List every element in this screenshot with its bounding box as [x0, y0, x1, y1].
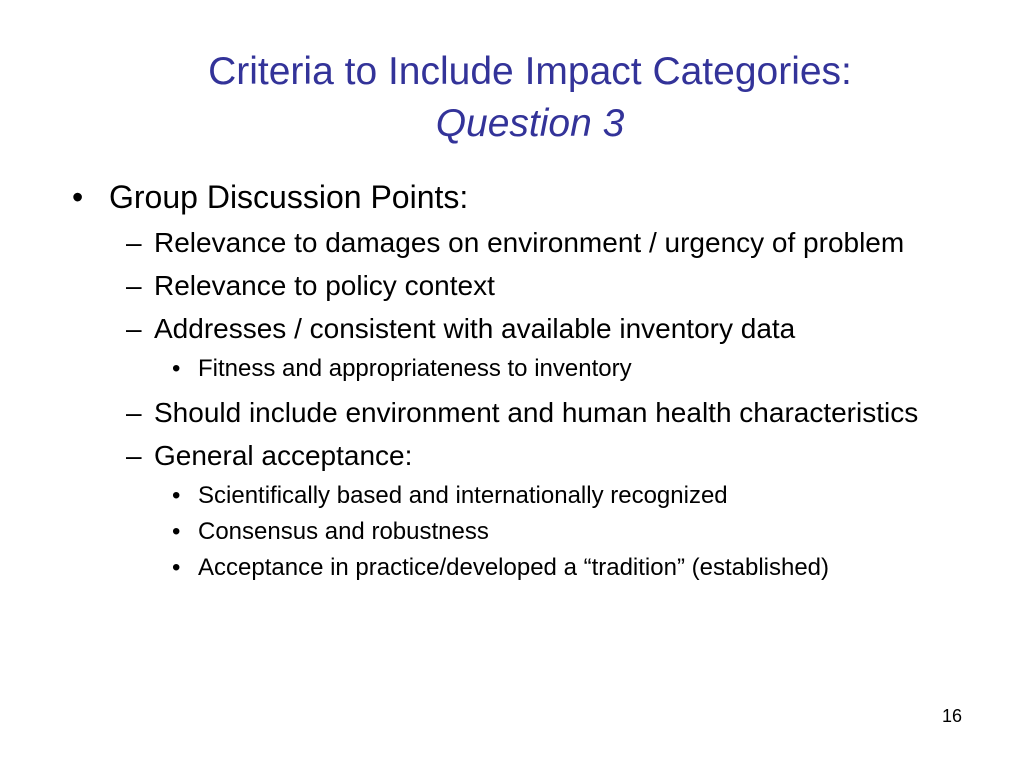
page-number: 16 — [941, 706, 962, 726]
sub-bullet-health-characteristics — [72, 395, 972, 431]
sub-bullet-text: Should include environment and human health characteristics — [154, 397, 919, 428]
dash-icon: – — [126, 313, 142, 344]
sub-bullet-general-acceptance — [72, 438, 972, 474]
slide-title — [0, 46, 1024, 150]
bullet-icon: • — [172, 518, 181, 545]
sub-sub-bullet-text: Scientifically based and internationally recognized — [198, 482, 728, 509]
sub-bullet-inventory-data — [72, 311, 972, 347]
sub-sub-bullet-text: Fitness and appropriateness to inventory — [198, 355, 632, 382]
sub-sub-bullet-fitness — [72, 355, 972, 383]
sub-bullet-policy-context — [72, 268, 972, 304]
slide-body — [72, 176, 972, 582]
bullet-text: Group Discussion Points: — [109, 179, 469, 215]
dash-icon: – — [126, 397, 142, 428]
dash-icon: – — [126, 440, 142, 471]
sub-sub-bullet-scientific — [72, 482, 972, 510]
bullet-icon: • — [172, 482, 181, 509]
bullet-group-discussion — [72, 176, 972, 218]
sub-sub-bullet-text: Acceptance in practice/developed a “tradition” (established) — [198, 554, 830, 581]
sub-bullet-text: Relevance to damages on environment / urgency of problem — [154, 227, 905, 258]
sub-sub-bullet-consensus — [72, 518, 972, 546]
bullet-icon: • — [72, 179, 84, 215]
sub-bullet-relevance-damages — [72, 225, 972, 261]
bullet-icon: • — [172, 554, 181, 581]
sub-sub-bullet-tradition — [72, 554, 972, 582]
dash-icon: – — [126, 227, 142, 258]
title-line-2: Question 3 — [435, 102, 625, 145]
bullet-icon: • — [172, 355, 181, 382]
sub-bullet-text: Relevance to policy context — [154, 270, 495, 301]
sub-sub-bullet-text: Consensus and robustness — [198, 518, 489, 545]
dash-icon: – — [126, 270, 142, 301]
title-line-1: Criteria to Include Impact Categories: — [208, 50, 852, 93]
sub-bullet-text: General acceptance: — [154, 440, 413, 471]
sub-bullet-text: Addresses / consistent with available inventory data — [154, 313, 796, 344]
